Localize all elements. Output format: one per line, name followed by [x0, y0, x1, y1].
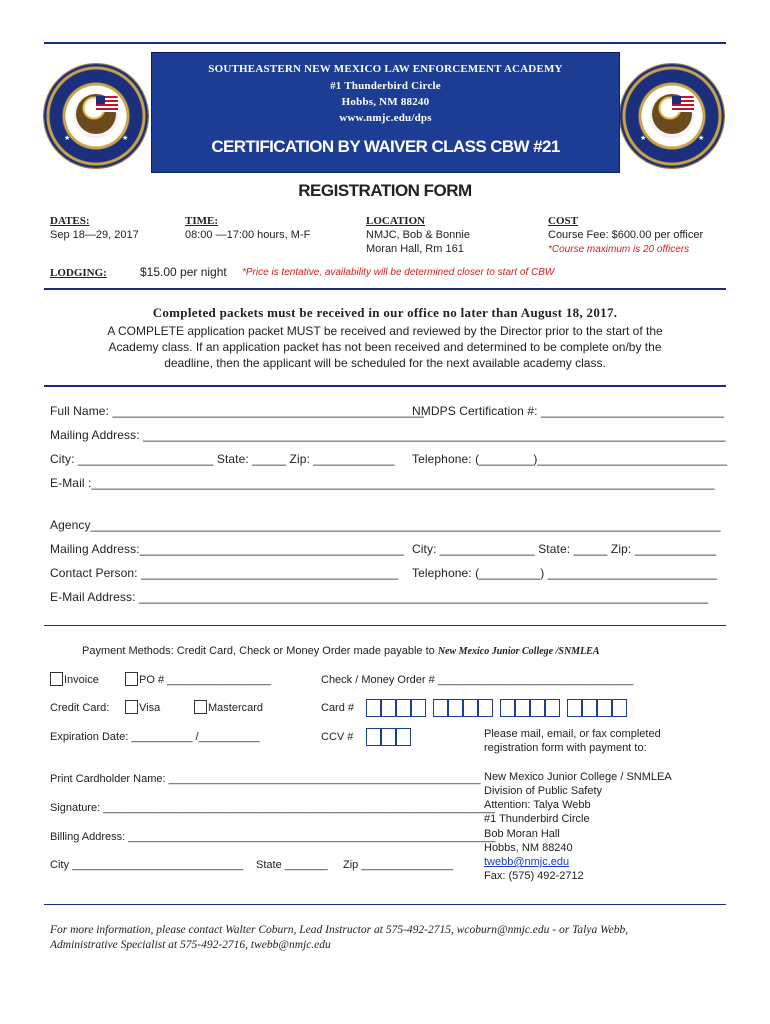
- po-option[interactable]: [125, 672, 271, 686]
- notice-line-2: Academy class. If an application packet has not been received and determined to be complete on/by the: [108, 340, 662, 354]
- mail-to-fax: Fax: (575) 492-2712: [484, 870, 584, 882]
- expiration-date-field[interactable]: Expiration Date: __________ /__________: [50, 731, 260, 743]
- course-title: CERTIFICATION BY WAIVER CLASS CBW #21: [211, 137, 560, 156]
- visa-label: Visa: [139, 702, 161, 714]
- mailing-address-field[interactable]: Mailing Address: ______________________________________________________________________________________: [50, 428, 726, 442]
- visa-option[interactable]: [125, 700, 160, 714]
- deadline-headline: Completed packets must be received in our office no later than August 18, 2017.: [152, 305, 618, 320]
- website: www.nmjc.edu/dps: [339, 112, 432, 124]
- card-digit-box[interactable]: [478, 699, 493, 717]
- org-name: SOUTHEASTERN NEW MEXICO LAW ENFORCEMENT ACADEMY: [208, 63, 563, 75]
- lodging-value: $15.00 per night: [140, 265, 227, 279]
- card-digit-box[interactable]: [567, 699, 582, 717]
- location-line2: Moran Hall, Rm 161: [366, 243, 464, 255]
- card-digit-box[interactable]: [411, 699, 426, 717]
- agency-field[interactable]: Agency_____________________________________________________________________________________________: [50, 518, 721, 532]
- divider: [44, 288, 726, 290]
- top-rule: [44, 42, 726, 44]
- payment-methods-text: Payment Methods: Credit Card, Check or Money Order made payable to: [82, 645, 438, 657]
- notice-line-1: A COMPLETE application packet MUST be received and reviewed by the Director prior to the start of the: [107, 324, 663, 338]
- invoice-label: Invoice: [64, 674, 99, 686]
- divider: [44, 625, 726, 626]
- cost-note: *Course maximum is 20 officers: [548, 244, 690, 255]
- email-field[interactable]: E-Mail :____________________________________________________________________________________________: [50, 476, 715, 490]
- footer-line-1: For more information, please contact Walter Coburn, Lead Instructor at 575-492-2715, wcoburn@nmjc.edu - or Talya Webb,: [50, 924, 629, 936]
- card-digit-box[interactable]: [582, 699, 597, 717]
- cost-value: Course Fee: $600.00 per officer: [548, 229, 704, 241]
- contact-person-field[interactable]: Contact Person: ______________________________________: [50, 566, 399, 580]
- cost-label: COST: [548, 215, 578, 227]
- ccv-digit-box[interactable]: [366, 728, 381, 746]
- city-state-zip-field[interactable]: City: ____________________ State: _____ Zip: ____________: [50, 452, 395, 466]
- ccv-digit-box[interactable]: [381, 728, 396, 746]
- card-digit-box[interactable]: [448, 699, 463, 717]
- card-digit-box[interactable]: [396, 699, 411, 717]
- billing-city-field[interactable]: City ____________________________: [50, 859, 244, 871]
- mastercard-checkbox[interactable]: [194, 700, 207, 714]
- signature-field[interactable]: Signature: ________________________________________________________________: [50, 802, 495, 814]
- mail-to-line-3: Attention: Talya Webb: [484, 799, 591, 811]
- nmdps-certification-field[interactable]: NMDPS Certification #: ___________________________: [412, 404, 724, 418]
- lodging-label: LODGING:: [50, 267, 107, 279]
- visa-checkbox[interactable]: [125, 700, 138, 714]
- header-banner: [151, 52, 620, 173]
- payment-methods: [82, 645, 600, 657]
- divider: [44, 904, 726, 905]
- card-digit-box[interactable]: [597, 699, 612, 717]
- billing-state-field[interactable]: State _______: [256, 859, 328, 871]
- city-state: Hobbs, NM 88240: [341, 96, 430, 108]
- street-address: #1 Thunderbird Circle: [330, 80, 441, 92]
- ccv-label: CCV #: [321, 731, 354, 743]
- payable-to: New Mexico Junior College /SNMLEA: [437, 646, 600, 657]
- mastercard-option[interactable]: [194, 700, 263, 714]
- po-checkbox[interactable]: [125, 672, 138, 686]
- agency-email-field[interactable]: E-Mail Address: ____________________________________________________________________________________: [50, 590, 708, 604]
- academy-seal-right: ★ ★: [620, 64, 724, 168]
- agency-mailing-address-field[interactable]: Mailing Address:_______________________________________: [50, 542, 404, 556]
- mail-to-line-4: #1 Thunderbird Circle: [484, 813, 590, 825]
- agency-city-state-zip-field[interactable]: City: ______________ State: _____ Zip: ____________: [412, 542, 717, 556]
- agency-telephone-field[interactable]: Telephone: (_________) _________________________: [412, 566, 718, 580]
- check-money-order-field[interactable]: Check / Money Order # ________________________________: [321, 674, 634, 686]
- mail-to-line-1: New Mexico Junior College / SNMLEA: [484, 771, 672, 783]
- card-digit-box[interactable]: [545, 699, 560, 717]
- flag-icon: [96, 96, 118, 112]
- dates-label: DATES:: [50, 215, 90, 227]
- dates-value: Sep 18—29, 2017: [50, 229, 139, 241]
- time-value: 08:00 —17:00 hours, M-F: [185, 229, 311, 241]
- card-digit-box[interactable]: [515, 699, 530, 717]
- divider: [44, 385, 726, 387]
- flag-icon: [672, 96, 694, 112]
- billing-zip-field[interactable]: Zip _______________: [343, 859, 454, 871]
- academy-seal-left: ★ ★: [44, 64, 148, 168]
- invoice-option[interactable]: [50, 672, 99, 686]
- location-label: LOCATION: [366, 215, 426, 227]
- footer-line-2: Administrative Specialist at 575-492-2716, twebb@nmjc.edu: [50, 939, 331, 951]
- card-number-label: Card #: [321, 702, 355, 714]
- billing-address-field[interactable]: Billing Address: ____________________________________________________________: [50, 831, 496, 843]
- card-digit-box[interactable]: [433, 699, 448, 717]
- po-field[interactable]: PO # _________________: [139, 674, 272, 686]
- location-line1: NMJC, Bob & Bonnie: [366, 229, 470, 241]
- card-digit-box[interactable]: [612, 699, 627, 717]
- form-title: REGISTRATION FORM: [298, 181, 472, 200]
- time-label: TIME:: [185, 215, 218, 227]
- invoice-checkbox[interactable]: [50, 672, 63, 686]
- mail-to-email-link[interactable]: twebb@nmjc.edu: [484, 856, 570, 868]
- card-digit-box[interactable]: [366, 699, 381, 717]
- mastercard-label: Mastercard: [208, 702, 264, 714]
- lodging-note: *Price is tentative, availability will be determined closer to start of CBW: [242, 267, 555, 278]
- card-digit-box[interactable]: [530, 699, 545, 717]
- notice-line-3: deadline, then the applicant will be scheduled for the next available academy class.: [164, 356, 606, 370]
- card-digit-box[interactable]: [381, 699, 396, 717]
- mail-note-1: Please mail, email, or fax completed: [484, 728, 661, 740]
- telephone-field[interactable]: Telephone: (________)____________________________: [412, 452, 728, 466]
- card-digit-box[interactable]: [500, 699, 515, 717]
- credit-card-label: Credit Card:: [50, 702, 110, 714]
- mail-to-line-6: Hobbs, NM 88240: [484, 842, 573, 854]
- mail-note-2: registration form with payment to:: [484, 742, 647, 754]
- full-name-field[interactable]: Full Name: ______________________________________________: [50, 404, 425, 418]
- mail-to-line-5: Bob Moran Hall: [484, 828, 560, 840]
- mail-to-line-2: Division of Public Safety: [484, 785, 602, 797]
- card-digit-box[interactable]: [463, 699, 478, 717]
- ccv-digit-box[interactable]: [396, 728, 411, 746]
- cardholder-name-field[interactable]: Print Cardholder Name: ___________________________________________________: [50, 773, 481, 785]
